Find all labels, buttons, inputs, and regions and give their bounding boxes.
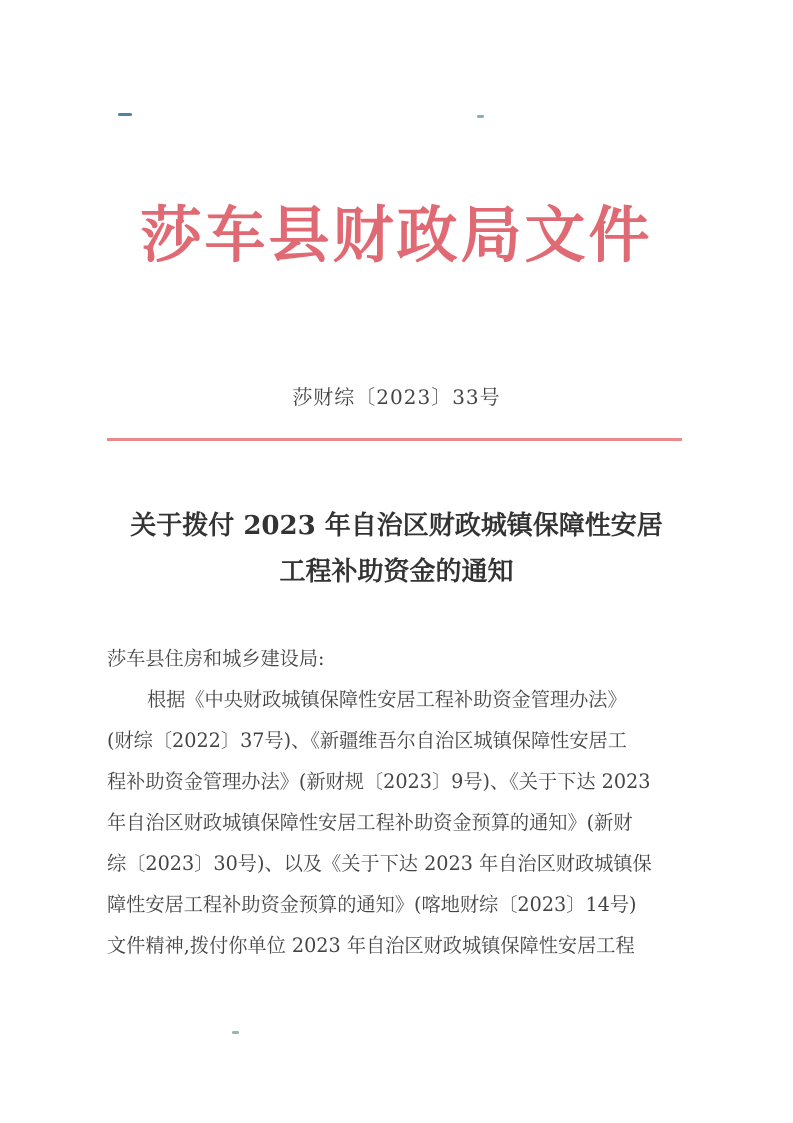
masthead-title: 莎车县财政局文件	[140, 200, 653, 271]
body-line: 障性安居工程补助资金预算的通知》(喀地财综〔2023〕14号)	[107, 893, 637, 916]
body-line: 程补助资金管理办法》(新财规〔2023〕9号)、《关于下达 2023	[107, 770, 651, 793]
scan-speck	[232, 1031, 239, 1034]
red-divider-line	[107, 438, 682, 441]
addressee: 莎车县住房和城乡建设局:	[107, 647, 325, 670]
notice-title-line-1: 关于拨付 2023 年自治区财政城镇保障性安居	[130, 511, 663, 541]
notice-title-line-2: 工程补助资金的通知	[279, 557, 514, 587]
body-line: 综〔2023〕30号)、以及《关于下达 2023 年自治区财政城镇保	[107, 852, 652, 875]
scan-speck	[477, 115, 484, 118]
scan-speck	[118, 113, 132, 116]
body-line: (财综〔2022〕37号)、《新疆维吾尔自治区城镇保障性安居工	[107, 729, 627, 752]
body-line: 文件精神,拨付你单位 2023 年自治区财政城镇保障性安居工程	[107, 934, 635, 957]
body-line: 根据《中央财政城镇保障性安居工程补助资金管理办法》	[147, 688, 627, 711]
notice-title	[90, 503, 703, 595]
body-line: 年自治区财政城镇保障性安居工程补助资金预算的通知》(新财	[107, 811, 633, 834]
notice-body	[107, 638, 685, 966]
document-number: 莎财综〔2023〕33号	[292, 385, 501, 409]
